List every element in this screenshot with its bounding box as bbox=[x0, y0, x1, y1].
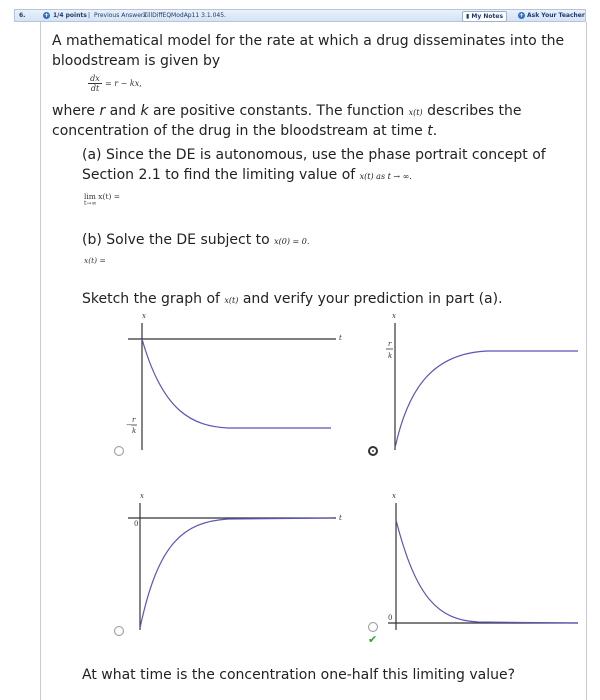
equation-denominator: dt bbox=[90, 84, 100, 93]
part-a-line-1: (a) Since the DE is autonomous, use the phase portrait concept of bbox=[82, 147, 546, 163]
solution-label: x(t) = bbox=[84, 256, 106, 265]
option-a-radio[interactable] bbox=[114, 446, 124, 456]
label-zero: 0 bbox=[134, 520, 139, 528]
curve-decay-to-negative bbox=[142, 339, 331, 428]
fn-limit-condition: x(t) as t → ∞. bbox=[359, 172, 412, 181]
text-span: Sketch the graph of bbox=[82, 291, 225, 307]
previous-answers-link[interactable]: Previous Answers bbox=[94, 12, 147, 19]
graph-option-b bbox=[378, 308, 580, 458]
part-b-line-1 bbox=[82, 231, 309, 251]
ask-teacher-plus-icon[interactable]: + bbox=[518, 12, 525, 19]
part-a-line-2 bbox=[82, 166, 412, 186]
fn-initial-condition: x(0) = 0. bbox=[274, 237, 310, 246]
option-b-radio[interactable] bbox=[368, 446, 378, 456]
question-number: 6. bbox=[19, 12, 26, 19]
axis-label-x: x bbox=[142, 312, 146, 320]
equation-numerator: dx bbox=[90, 74, 100, 83]
frame-right-border bbox=[586, 22, 587, 700]
intro-line-3 bbox=[52, 102, 521, 122]
curve-decay-to-zero bbox=[396, 520, 578, 623]
text-span: and bbox=[105, 103, 141, 119]
intro-line-4 bbox=[52, 122, 437, 141]
text-span: and verify your prediction in part (a). bbox=[238, 291, 503, 307]
ask-teacher-button[interactable]: Ask Your Teacher bbox=[527, 12, 585, 19]
text-span: where bbox=[52, 103, 100, 119]
header-separator: | bbox=[88, 12, 91, 19]
expand-plus-icon[interactable]: + bbox=[43, 12, 50, 19]
equation-rhs: = r − kx, bbox=[105, 79, 142, 88]
graph-option-a bbox=[118, 308, 348, 458]
text-span: Section 2.1 to find the limiting value of bbox=[82, 167, 360, 183]
text-span: . bbox=[432, 123, 438, 139]
curve-growth-to-r-over-k bbox=[395, 351, 578, 448]
points-label: 1/4 points bbox=[53, 12, 87, 19]
var-k: k bbox=[140, 103, 149, 119]
graph-option-d bbox=[378, 488, 580, 638]
var-t: t bbox=[427, 123, 433, 139]
frame-left-border bbox=[40, 22, 41, 700]
label-k: k bbox=[132, 427, 137, 435]
option-d-radio[interactable] bbox=[368, 622, 378, 632]
my-notes-label: My Notes bbox=[471, 13, 504, 20]
fn-x-of-t: x(t) bbox=[408, 108, 423, 117]
fn-x-of-t: x(t) bbox=[224, 296, 239, 305]
intro-line-2: bloodstream is given by bbox=[52, 53, 221, 69]
label-zero: 0 bbox=[388, 614, 393, 622]
my-notes-button[interactable] bbox=[462, 11, 507, 22]
axis-label-x: x bbox=[140, 492, 144, 500]
limit-expression: lim x(t) = bbox=[84, 192, 121, 201]
label-k: k bbox=[388, 352, 393, 360]
text-span: concentration of the drug in the bloodstream at time bbox=[52, 123, 428, 139]
axis-label-t: t bbox=[339, 514, 342, 522]
text-span: are positive constants. The function bbox=[148, 103, 409, 119]
text-span: (b) Solve the DE subject to bbox=[82, 232, 275, 248]
problem-code: ZillDiffEQModAp11 3.1.045. bbox=[143, 12, 226, 19]
axis-label-t: t bbox=[339, 334, 342, 342]
axis-label-x: x bbox=[392, 312, 396, 320]
negative-sign: − bbox=[126, 421, 132, 429]
label-r: r bbox=[388, 340, 392, 348]
question-header-bar bbox=[14, 9, 586, 22]
intro-line-1: A mathematical model for the rate at which a drug disseminates into the bbox=[52, 33, 565, 49]
graph-option-c bbox=[118, 488, 348, 638]
label-r: r bbox=[132, 416, 136, 424]
limit-subscript: t→∞ bbox=[84, 200, 97, 207]
correct-check-icon: ✔ bbox=[368, 633, 378, 646]
axis-label-x: x bbox=[392, 492, 396, 500]
notes-icon: ▮ bbox=[466, 13, 470, 20]
curve-growth-to-zero bbox=[140, 518, 333, 628]
text-span: describes the bbox=[422, 103, 522, 119]
final-question: At what time is the concentration one-half this limiting value? bbox=[82, 667, 516, 683]
sketch-prompt bbox=[82, 290, 503, 310]
var-r: r bbox=[99, 103, 106, 119]
option-c-radio[interactable] bbox=[114, 626, 124, 636]
